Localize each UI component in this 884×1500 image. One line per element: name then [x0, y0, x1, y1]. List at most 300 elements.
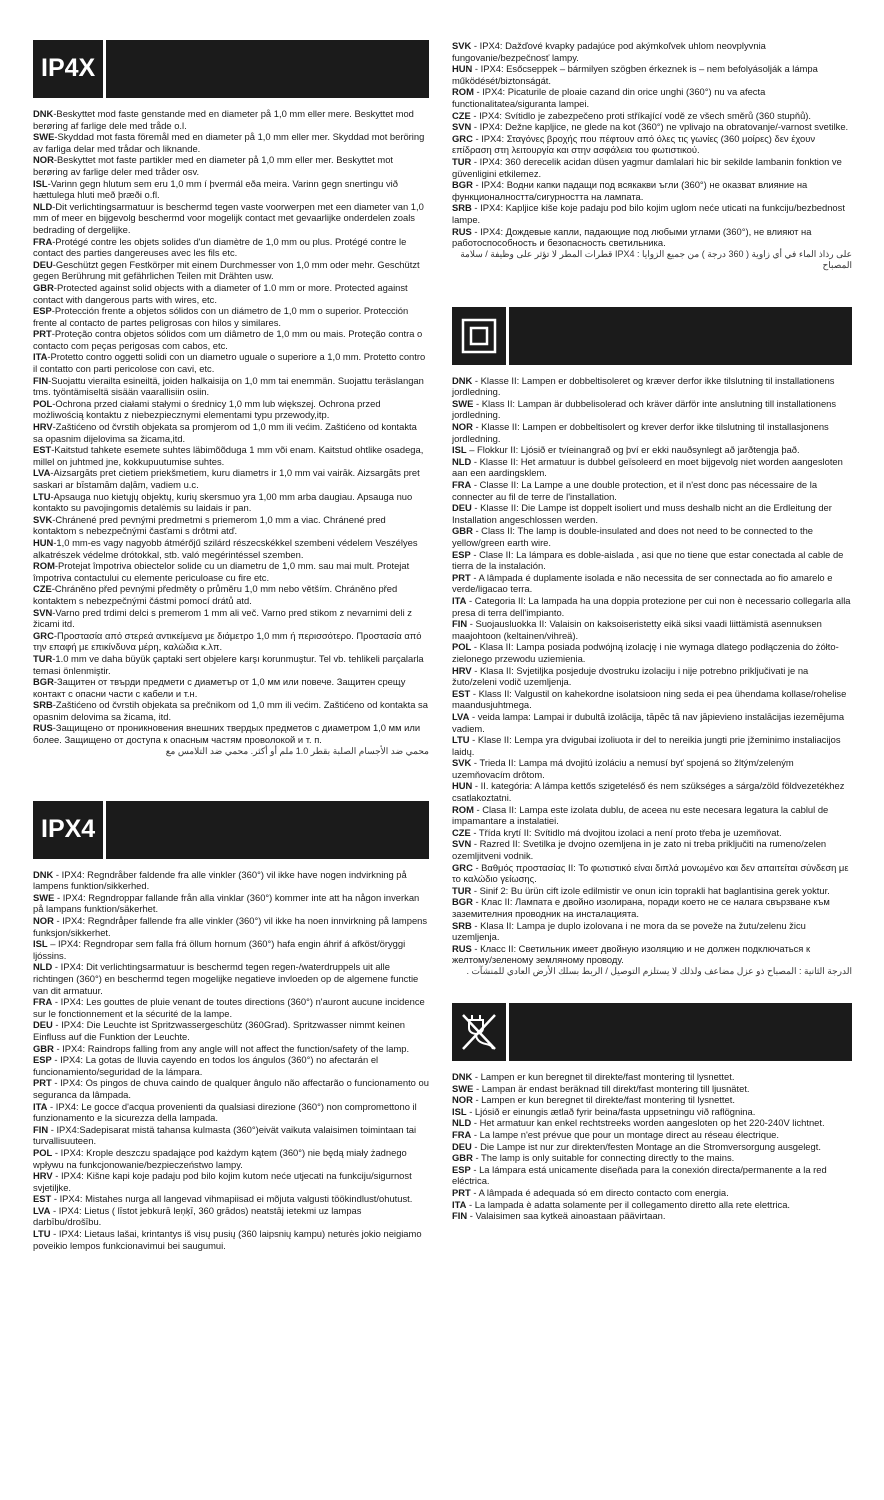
language-code: ITA [452, 594, 467, 606]
language-text: - IPX4: Svítidlo je zabezpečeno proti stříkající vodě ze všech směrů (360 stupňů). [470, 109, 812, 121]
language-entry-grc [33, 630, 429, 653]
language-code: EST [452, 687, 471, 699]
language-entry-isl [33, 938, 429, 961]
language-entry-fin [33, 1124, 429, 1147]
language-code: CZE [452, 109, 471, 121]
ip4x-banner [33, 40, 429, 98]
language-code: ESP [452, 1163, 471, 1175]
language-code: ISL [452, 444, 467, 456]
language-entry-cze [33, 583, 429, 606]
language-code: EST [33, 1193, 52, 1205]
language-entry-fin [452, 1210, 852, 1222]
language-code: GBR [452, 525, 473, 537]
language-code: GBR [33, 1042, 54, 1054]
language-entry-swe [452, 1083, 852, 1095]
language-entry-nld [452, 456, 852, 479]
language-entry-deu [33, 1019, 429, 1042]
language-code: LTU [452, 734, 470, 746]
language-entry-tur [452, 885, 852, 897]
language-code: NOR [33, 915, 54, 927]
language-text: - IPX4: Dežne kapljice, ne glede na kot (360°) ne vplivajo na obratovanje/-varnost svetilke. [471, 121, 849, 133]
language-text: -Kaitstud tahkete esemete suhtes läbimõõduga 1 mm või enam. Kaitstud ohtlike osadega, millel on juhtmed jne, kokkupuutumise suhtes. [33, 444, 424, 467]
language-entry-nor [33, 915, 429, 938]
language-text: -Zaštićeno od čvrstih objekata sa promjerom od 1,0 mm ili većim. Zaštićeno od kontakta sa opasnim dijelovima sa žicama,itd. [33, 421, 417, 444]
language-entry-dnk [452, 1071, 852, 1083]
language-code: RUS [452, 942, 472, 954]
language-text: - IPX4: Dažďové kvapky padajúce pod akýmkoľvek uhlom neovplyvnia fungovanie/bezpečnosť lampy. [452, 40, 766, 63]
language-text: - IPX4: Krople deszczu spadające pod każdym kątem (360°) nie będą miały żadnego wpływu na funkcjonowanie/bezpieczeństwo lampy. [33, 1146, 407, 1170]
language-text: - La lampada è adatta solamente per il collegamento diretto alla rete elettrica. [466, 1198, 791, 1210]
language-text: - Klasse II: Het armatuur is dubbel geïsoleerd en moet bijgevolg niet worden aangesloten aan een aardingsklem. [452, 455, 843, 479]
language-text: - Klasa II: Svjetiljka posjeduje dvostruku izolaciju i nije potrebno priključivati je na žuto/zeleni vodič uzemljenja. [452, 664, 809, 688]
language-entry-gbr [33, 282, 429, 305]
language-entry-rom [452, 86, 852, 109]
language-code: HRV [33, 421, 53, 433]
language-entry-ita [33, 1101, 429, 1124]
language-text: - Klass II: Lampan är dubbelisolerad och kräver därför inte anslutning till installationens jordledning. [452, 397, 837, 421]
language-entry-gbr [452, 525, 852, 548]
language-entry-lva [33, 467, 429, 490]
language-text: - Lampen er kun beregnet til direkte/fast montering til lysnettet. [472, 1070, 735, 1082]
language-code: POL [33, 1146, 53, 1158]
language-entry-gbr [452, 1152, 852, 1164]
language-entry-est [33, 1193, 429, 1205]
language-code: NLD [452, 1117, 472, 1129]
ipx4-banner [33, 801, 429, 859]
language-text: - Klasa II: Lampa je duplo izolovana i ne mora da se poveže na žutu/zelenu žicu uzemljenja. [452, 919, 806, 943]
language-entry-hun [33, 537, 429, 560]
language-entry-dnk [33, 869, 429, 892]
language-code: PRT [452, 1186, 471, 1198]
language-entry-ita [33, 351, 429, 374]
language-text: - IPX4: Σταγόνες βροχής που πέφτουν από όλες τις γωνίες (360 μοίρες) δεν έχουν επίδραση στη λειτουργία και στην ασφάλεια του φωτιστικού. [452, 132, 816, 156]
language-code: PRT [33, 1077, 52, 1089]
banner-divider [506, 1003, 509, 1061]
language-code: SVN [452, 121, 472, 133]
double-square-icon [452, 307, 506, 365]
language-text: -Apsauga nuo kietųjų objektų, kurių skersmuo yra 1,00 mm arba daugiau. Apsauga nuo kontakto su pavojingomis detalėmis su laidais ir pan. [33, 490, 413, 514]
language-text: - IPX4: Водни капки падащи под всякакви ъгли (360°) не оказват влияние на функционалността/сигурността на лампата. [452, 179, 808, 202]
class2-entries [452, 375, 852, 966]
language-text: -Geschützt gegen Festkörper mit einem Durchmesser von 1,0 mm oder mehr. Geschützt gegen Berührung mit gefährlichen Teilen mit Drähten usw. [33, 258, 420, 282]
language-text: - Clase II: La lámpara es doble-aislada , asi que no tiene que estar conectada al cable de tierra de la instalación. [452, 548, 844, 572]
language-entry-ltu [33, 491, 429, 514]
language-code: LVA [452, 710, 470, 722]
language-text: - IPX4: Os pingos de chuva caindo de qualquer ângulo não affectarão o funcionamento ou seguranca da lâmpada. [33, 1077, 429, 1100]
language-text: -1.0 mm ve daha büyük çaptaki sert objelere karşı korunmuştur. Tel vb. tehlikeli parçalarla temasi önlenmiştir. [33, 652, 424, 676]
language-text: - A lâmpada é duplamente isolada e não necessita de ser connectada ao fio amarelo e verde/ligacao terra. [452, 571, 833, 595]
language-code: DEU [452, 502, 472, 514]
language-text: -Ochrona przed ciałami stałymi o średnicy 1,0 mm lub większej. Ochrona przed możliwością kontaktu z niebezpiecznymi elementami typu przewody,itp. [33, 397, 381, 421]
right-column [452, 40, 852, 1222]
language-entry-svn [452, 121, 852, 133]
language-text: - Klass II: Valgustil on kahekordne isolatsioon ning seda ei pea ühendama kollase/rohelise maandusjuhtmega. [452, 687, 847, 711]
language-text: - IPX4: Дождевые капли, падающие под любыми углами (360°), не влияют на работоспособность и безопасность светильника. [452, 225, 812, 249]
language-text: - IPX4: Regndråber faldende fra alle vinkler (360°) vil ikke have nogen indvirkning på lampens funktion/sikkerhed. [33, 868, 407, 892]
language-text: - Klasse II: Lampen er dobbeltisoleret og kræver derfor ikke tilslutning til installationens jordledning. [452, 374, 835, 398]
language-code: HRV [33, 1170, 53, 1182]
language-code: BGR [452, 896, 473, 908]
language-entry-grc [452, 862, 852, 885]
language-text: - IPX4: Mistahes nurga all langevad vihmapiisad ei mõjuta valgusti töökindlust/ohutust. [51, 1193, 413, 1205]
language-code: NLD [452, 455, 472, 467]
language-code: BGR [33, 676, 54, 688]
language-entry-swe [33, 892, 429, 915]
language-entry-ita [452, 1199, 852, 1211]
language-entry-fra [452, 1129, 852, 1141]
language-code: SVK [452, 40, 472, 51]
language-entry-hrv [33, 1170, 429, 1193]
language-text: - II. kategória: A lámpa kettős szigeteléső és nem szükséges a sárga/zöld földvezetékhez csatlakoztatni. [452, 780, 845, 804]
language-code: SVN [452, 838, 472, 850]
language-code: NLD [33, 961, 53, 973]
language-text: -Protected against solid objects with a diameter of 1.0 mm or more. Protected against contact with dangerous parts with wires, etc. [33, 281, 408, 305]
language-text: - Suojausluokka II: Valaisin on kaksoiseristetty eikä siksi vaadi liittämistä asennuksen maajohtoon (keltainen/vihreä). [452, 618, 822, 641]
language-entry-deu [452, 502, 852, 525]
language-code: RUS [452, 225, 472, 237]
language-entry-svk [452, 757, 852, 780]
language-code: LVA [33, 467, 51, 479]
language-entry-est [33, 444, 429, 467]
language-code: TUR [452, 884, 472, 896]
language-text: -Προστασία από στερεά αντικείμενα με διάμετρο 1,0 mm ή περισσότερο. Προστασία από την επαφή με επικίνδυνα μέρη, καλώδια κ.λπ. [33, 629, 422, 653]
language-entry-prt [33, 1077, 429, 1100]
language-code: SWE [452, 1082, 474, 1094]
language-code: ITA [33, 351, 48, 363]
language-text: -Proteção contra objetos sólidos com um diâmetro de 1,0 mm ou mais. Proteção contra o contacto com peças perigosas com cabos, etc. [33, 328, 423, 351]
language-text: - Die Lampe ist nur zur direkten/festen Montage an die Stromversorgung ausgelegt. [471, 1140, 821, 1152]
language-text: - Lampen er kun beregnet til direkte/fast montering til lysnettet. [472, 1094, 735, 1106]
language-code: LVA [33, 1204, 51, 1216]
language-code: CZE [452, 826, 471, 838]
language-entry-pol [452, 641, 852, 664]
language-code: FRA [452, 1128, 472, 1140]
language-code: POL [452, 641, 472, 653]
plug-section [452, 1003, 852, 1222]
language-code: DEU [33, 1019, 53, 1031]
language-entry-swe [452, 398, 852, 421]
language-text: - The lamp is only suitable for connecting directly to the mains. [472, 1152, 735, 1164]
language-entry-ltu [33, 1228, 429, 1251]
language-entry-svn [33, 607, 429, 630]
language-text: - La lampe n'est prévue que pour un montage direct au réseau électrique. [471, 1128, 779, 1140]
language-text: -Varinn gegn hlutum sem eru 1,0 mm í þvermál eða meira. Varinn gegn snertingu við hættulega hluti með þræði o.fl. [33, 177, 398, 201]
language-entry-fra [33, 996, 429, 1019]
class2-banner [452, 307, 852, 365]
language-code: DNK [33, 868, 54, 880]
language-code: CZE [33, 583, 52, 595]
language-text: - IPX4: Die Leuchte ist Spritzwassergeschütz (360Grad). Spritzwasser nimmt keinen Einfluss auf die Funktion der Leuchte. [33, 1019, 406, 1042]
language-text: – IPX4: Regndropar sem falla frá öllum hornum (360°) hafa engin áhrif á afköst/öryggi ljóssins. [33, 938, 406, 961]
language-entry-pol [33, 1147, 429, 1170]
language-text: -Aizsargāts pret cietiem priekšmetiem, kuru diametrs ir 1,0 mm vai vairāk. Aizsargāts pret saskari ar bīstamām daļām, vadiem u.c. [33, 467, 420, 490]
language-text: - Valaisimen saa kytkeä ainoastaan päävirtaan. [467, 1210, 666, 1222]
plug-banner [452, 1003, 852, 1061]
plug-entries [452, 1071, 852, 1222]
language-code: HRV [452, 664, 472, 676]
language-text: - IPX4: Lietaus lašai, krintantys iš visų pusių (360 laipsnių kampu) neturės jokio neigiamo poveikio lempos funkcionavimui bei saugumui. [33, 1228, 422, 1251]
language-entry-cze [452, 827, 852, 839]
language-entry-rom [33, 560, 429, 583]
language-entry-nld [33, 201, 429, 236]
language-entry-bgr [452, 896, 852, 919]
language-code: FIN [452, 618, 468, 630]
language-text: -Защитен от твърди предмети с диаметър от 1,0 мм или повече. Защитен срещу контакт с опасни части с кабели и т.н. [33, 676, 406, 699]
language-entry-svk [452, 40, 852, 63]
language-text: -Beskyttet mot faste partikler med en diameter på 1,0 mm eller mer. Beskyttet mot berøring av farlige deler med tråder osv. [33, 154, 394, 177]
language-code: TUR [33, 652, 53, 664]
banner-divider [103, 801, 106, 859]
language-code: DNK [452, 1070, 473, 1082]
language-text: - Lampan är endast beräknad till direkt/fast montering till ljusnätet. [473, 1082, 750, 1094]
language-entry-gbr [33, 1043, 429, 1055]
language-text: - IPX4: Le gocce d'acqua provenienti da qualsiasi direzione (360°) non compromettono il funzionamento e la sicurezza della lampada. [33, 1100, 417, 1124]
ip4x-section [33, 40, 429, 757]
language-entry-rus [452, 943, 852, 966]
language-entry-rus [452, 226, 852, 249]
language-text: - Класс II: Светильник имеет двойную изоляцию и не должен подключаться к желтому/зеленому земляному проводу. [452, 942, 811, 966]
language-code: FRA [33, 235, 53, 247]
language-text: - Trieda II: Lampa má dvojitú izoláciu a nemusí byť spojená so žltým/zeleným uzemňovacím drôtom. [452, 757, 794, 780]
language-entry-bgr [452, 179, 852, 202]
language-entry-isl [452, 1106, 852, 1118]
language-entry-dnk [452, 375, 852, 398]
language-text: -Beskyttet mod faste genstande med en diameter på 1,0 mm eller mere. Beskyttet mod berøring af farlige dele med tråde o.l. [33, 108, 414, 131]
language-entry-esp [452, 1164, 852, 1187]
language-code: ROM [452, 86, 474, 98]
language-code: SRB [452, 202, 472, 214]
language-entry-hrv [452, 665, 852, 688]
language-entry-tur [33, 653, 429, 676]
language-text: - A lâmpada é adequada só em directo contacto com energia. [470, 1186, 729, 1198]
ip4x-entries [33, 108, 429, 746]
language-entry-fin [452, 618, 852, 641]
language-text: -Protetto contro oggetti solidi con un diametro uguale o superiore a 1,0 mm. Protetto contro il contatto con parti pericolose con cavi, etc. [33, 351, 426, 375]
language-text: - IPX4: Esőcseppek – bármilyen szögben érkeznek is – nem befolyásolják a lámpa működését/biztonságát. [452, 63, 818, 86]
language-code: POL [33, 397, 53, 409]
language-entry-ltu [452, 734, 852, 757]
language-code: RUS [33, 722, 53, 734]
language-code: ISL [452, 1105, 467, 1117]
language-entry-hun [452, 780, 852, 803]
ipx4-section [33, 801, 429, 1252]
language-code: TUR [452, 155, 472, 167]
ipx4-arabic-text: على رذاذ الماء في أي زاوية ( 360 درجة ) من جميع الزوايا : IPX4 قطرات المطر لا تؤثر على وظيفة / سلامة المصباح [460, 248, 852, 270]
language-text: -Skyddad mot fasta föremål med en diameter på 1,0 mm eller mer. Skyddad mot beröring av farliga delar med trådar och liknande. [33, 131, 425, 154]
language-text: - Clasa II: Lampa este izolata dublu, de aceea nu este necesara legatura la cablul de impamantare a instalatiei. [452, 803, 829, 827]
language-entry-nor [33, 154, 429, 177]
language-text: -Chránené pred pevnými predmetmi s priemerom 1,0 mm a viac. Chránené pred kontaktom s nebezpečnými časťami s drôtmi atď. [33, 513, 386, 537]
language-text: - IPX4: Dit verlichtingsarmatuur is beschermd tegen regen-/waterdruppels uit alle richtingen (360°) en beschermd tegen mogelijke negatieve invloeden op de algemene functie van dit armatuur. [33, 961, 419, 996]
language-text: -Chráněno před pevnými předměty o průměru 1,0 mm nebo větším. Chráněno před kontaktem s nebezpečnými částmi pomocí drátů atd. [33, 583, 398, 606]
language-text: -Suojattu vierailta esineiltä, joiden halkaisija on 1,0 mm tai enemmän. Suojattu teräslangan tms. työntämiseltä sisään vaarallisiin osiin. [33, 374, 424, 398]
ipx4-continued-section [452, 40, 852, 271]
language-code: SVK [33, 513, 53, 525]
language-entry-deu [452, 1141, 852, 1153]
language-entry-nor [452, 421, 852, 444]
language-entry-prt [452, 572, 852, 595]
language-code: GBR [33, 281, 54, 293]
language-entry-bgr [33, 676, 429, 699]
language-entry-prt [452, 1187, 852, 1199]
language-entry-fra [452, 479, 852, 502]
language-text: - Klasse II: Lampen er dobbeltisolert og krever derfor ikke tilslutning til installasjonens jordledning. [452, 421, 829, 444]
language-entry-cze [452, 110, 852, 122]
language-code: FRA [33, 996, 53, 1008]
language-text: - Ljósið er einungis ætlað fyrir beina/fasta uppsetningu við raflögnina. [466, 1105, 756, 1117]
ip4x-arabic-text: محمي ضد الأجسام الصلبة بقطر 1.0 ملم أو أكثر. محمي ضد التلامس مع [165, 745, 429, 756]
language-entry-nld [33, 961, 429, 996]
language-text: -Защищено от проникновения внешних твердых предметов с диаметром 1,0 мм или более. Защищено от доступа к опасным частям проволокой и т. п. [33, 722, 421, 746]
language-text: - IPX4: Lietus ( līstot jebkurā leņķī, 360 grādos) neatstāj ietekmi uz lampas darbību/drošību. [33, 1204, 362, 1228]
language-code: ROM [452, 803, 474, 815]
language-code: NOR [452, 421, 473, 433]
language-text: - Klasse II: Die Lampe ist doppelt isoliert und muss deshalb nicht an die Erdleitung der Installation angeschlossen werden. [452, 502, 832, 525]
language-code: NOR [452, 1094, 473, 1106]
language-text: - IPX4: 360 derecelik acidan düsen yagmur damlalari hic bir sekilde lambanin fonktion ve güvenligini etkilemez. [452, 155, 842, 179]
language-text: - IPX4: Raindrops falling from any angle will not affect the function/safety of the lamp. [53, 1042, 410, 1054]
language-entry-rus [33, 722, 429, 745]
language-text: – Flokkur II: Ljósið er tvíeinangrað og því er ekki nauðsynlegt að jarðtengja það. [466, 444, 800, 456]
language-entry-deu [33, 259, 429, 282]
language-text: -Protección frente a objetos sólidos con un diámetro de 1,0 mm o superior. Protección frente al contacto de partes peligrosas con hilos y similares. [33, 305, 409, 328]
language-entry-rom [452, 804, 852, 827]
language-entry-isl [33, 178, 429, 201]
language-entry-dnk [33, 108, 429, 131]
language-code: HUN [452, 63, 473, 75]
banner-divider [103, 40, 106, 98]
language-entry-prt [33, 328, 429, 351]
language-code: PRT [452, 571, 471, 583]
language-entry-esp [452, 549, 852, 572]
language-entry-grc [452, 133, 852, 156]
language-text: - IPX4: Regndråper fallende fra alle vinkler (360°) vil ikke ha noen innvirkning på lampens funksjon/sikkerhet. [33, 915, 428, 938]
language-entry-svk [33, 514, 429, 537]
language-text: -Protejat împotriva obiectelor solide cu un diametru de 1,0 mm. sau mai mult. Protejat împotriva contactului cu elemente periculoase cu fire etc. [33, 560, 410, 583]
ipx4-continued-entries [452, 40, 852, 249]
language-text: - IPX4: Picaturile de ploaie cazand din orice unghi (360°) nu va afecta functionalitatea/siguranta lampei. [452, 86, 766, 109]
language-text: - Клас II: Лампата е двойно изолирана, поради което не се налага свързване към заземителния проводник на инсталацията. [452, 896, 830, 919]
language-entry-srb [452, 202, 852, 225]
language-text: - Razred II: Svetilka je dvojno ozemljena in je zato ni treba priključiti na rumeno/zelen ozemljitveni vodnik. [452, 838, 827, 862]
language-code: ISL [33, 177, 48, 189]
banner-divider [506, 307, 509, 365]
class2-section [452, 307, 852, 977]
language-text: - Categoria II: La lampada ha una doppia protezione per cui non è necessario collegarla alla presa di terra dell'impianto. [452, 594, 851, 618]
language-entry-esp [33, 1054, 429, 1077]
language-text: - Class II: The lamp is double-insulated and does not need to be connected to the yellow/green earth wire. [452, 525, 813, 548]
language-entry-isl [452, 444, 852, 456]
language-entry-est [452, 688, 852, 711]
language-text: - IPX4: Regndroppar fallande från alla vinklar (360°) kommer inte att ha någon inverkan på lampans funktion/säkerhet. [33, 891, 420, 915]
language-entry-srb [33, 699, 429, 722]
language-code: SVN [33, 606, 53, 618]
language-text: -Dit verlichtingsarmatuur is beschermd tegen vaste voorwerpen met een diameter van 1,0 mm of meer en bijgevolg beschermd voor mogelijk contact met gevaarlijke onderdelen zoals bedrading of dergelijke. [33, 200, 424, 235]
language-code: ESP [33, 1054, 52, 1066]
language-code: DNK [33, 108, 54, 119]
language-text: - Klase II: Lempa yra dvigubai izoliuota ir del to nereikia jungti prie įžeminimo instaliacijos laidų. [452, 734, 841, 757]
language-text: - Sinif 2: Bu ürün cift izole edilmistir ve onun icin toprakli hat baglantisina gerek yoktur. [471, 884, 830, 896]
language-text: - veida lampa: Lampai ir dubultā izolācija, tāpēc tā nav jāpievieno instalācijas iezemējuma vadiem. [452, 710, 845, 734]
language-text: - IPX4: Kišne kapi koje padaju pod bilo kojim kutom neće utjecati na funkciju/sigurnost svjetiljke. [33, 1170, 412, 1193]
language-code: GRC [452, 861, 473, 873]
language-entry-pol [33, 398, 429, 421]
language-entry-srb [452, 920, 852, 943]
language-entry-nld [452, 1117, 852, 1129]
language-text: - Het armatuur kan enkel rechtstreeks worden aangesloten op het 220-240V lichtnet. [471, 1117, 825, 1129]
language-code: SRB [33, 699, 53, 711]
language-code: DEU [452, 1140, 472, 1152]
language-code: FIN [452, 1210, 468, 1222]
language-code: GRC [33, 629, 54, 641]
language-entry-esp [33, 305, 429, 328]
language-entry-ita [452, 595, 852, 618]
language-code: HUN [452, 780, 473, 792]
language-code: ITA [452, 1198, 467, 1210]
language-code: EST [33, 444, 52, 456]
language-code: GRC [452, 132, 473, 144]
language-text: - Třída krytí II: Svítidlo má dvojitou izolaci a není proto třeba je uzemňovat. [470, 826, 782, 838]
language-text: - IPX4: La gotas de lluvia cayendo en todos los ángulos (360°) no afectarán el funcionamiento/seguridad de la lámpara. [33, 1054, 379, 1077]
language-code: SWE [33, 891, 55, 903]
language-text: -Zaštićeno od čvrstih objekata sa prečnikom od 1,0 mm ili većim. Zaštićeno od kontakta sa opasnim delovima sa žicama, itd. [33, 699, 428, 722]
ip4x-label: IP4X [41, 54, 96, 83]
language-text: - IPX4: Les gouttes de pluie venant de toutes directions (360°) n'auront aucune incidence sur le fonctionnement et la sécurité de la lampe. [33, 996, 425, 1019]
language-code: ITA [33, 1100, 48, 1112]
language-code: DNK [452, 374, 473, 386]
ipx4-entries [33, 869, 429, 1252]
language-text: - La lámpara está unicamente diseñada para la conexión directa/permanente a la red eléctrica. [452, 1163, 827, 1187]
language-code: SWE [452, 397, 474, 409]
language-text: - Βαθμός προστασίας II: Το φωτιστικό είναι διπλά μονωμένο και δεν απαιτείται σύνδεση με το καλώδιο γείωσης. [452, 861, 849, 885]
language-code: GBR [452, 1152, 473, 1164]
language-text: -Varno pred trdimi delci s premerom 1 mm ali več. Varno pred stikom z nevarnimi deli z žicami itd. [33, 606, 412, 630]
language-code: SRB [452, 919, 472, 931]
language-code: ESP [452, 548, 471, 560]
class2-arabic-text: الدرجة الثانية : المصباح ذو عزل مضاعف ولذلك لا يستلزم التوصيل / الربط بسلك الأرض العادي للمنشآت . [466, 965, 852, 976]
language-code: DEU [33, 258, 53, 270]
language-text: -1,0 mm-es vagy nagyobb átmérőjű szilárd részecskékkel szembeni védelem Veszélyes alkatrészek védelme drótokkal, stb. való megérintéssel szemben. [33, 536, 418, 560]
no-plug-icon [452, 1003, 506, 1061]
language-code: SWE [33, 131, 55, 143]
ipx4-label: IPX4 [41, 814, 96, 843]
language-entry-fra [33, 236, 429, 259]
language-code: LTU [33, 490, 51, 502]
language-entry-svn [452, 838, 852, 861]
language-entry-hrv [33, 421, 429, 444]
language-text: - Classe II: La Lampe a une double protection, et il n'est donc pas nécessaire de la connecter au fil de terre de l'installation. [452, 479, 818, 502]
language-code: ESP [33, 305, 52, 317]
language-code: NOR [33, 154, 54, 166]
language-entry-tur [452, 156, 852, 179]
language-entry-lva [452, 711, 852, 734]
language-code: BGR [452, 179, 473, 191]
language-entry-lva [33, 1205, 429, 1228]
language-code: LTU [33, 1228, 51, 1240]
language-text: -Protégé contre les objets solides d'un diamètre de 1,0 mm ou plus. Protégé contre le contact des parties dangereuses avec les fils etc. [33, 235, 407, 259]
language-text: - Klasa II: Lampa posiada podwójną izolację i nie wymaga dlatego podłączenia do żółto-zielonego przewodu uziemienia. [452, 641, 839, 664]
language-code: ISL [33, 938, 48, 950]
language-code: ROM [33, 560, 55, 572]
language-entry-nor [452, 1094, 852, 1106]
language-code: FRA [452, 479, 472, 491]
language-code: SVK [452, 757, 472, 769]
language-entry-fin [33, 375, 429, 398]
language-code: PRT [33, 328, 52, 340]
language-code: HUN [33, 536, 54, 548]
language-text: - IPX4:Sadepisarat mistä tahansa kulmasta (360°)eivät vaikuta valaisimen toimintaan tai turvallisuuteen. [33, 1123, 417, 1147]
language-code: FIN [33, 374, 49, 386]
